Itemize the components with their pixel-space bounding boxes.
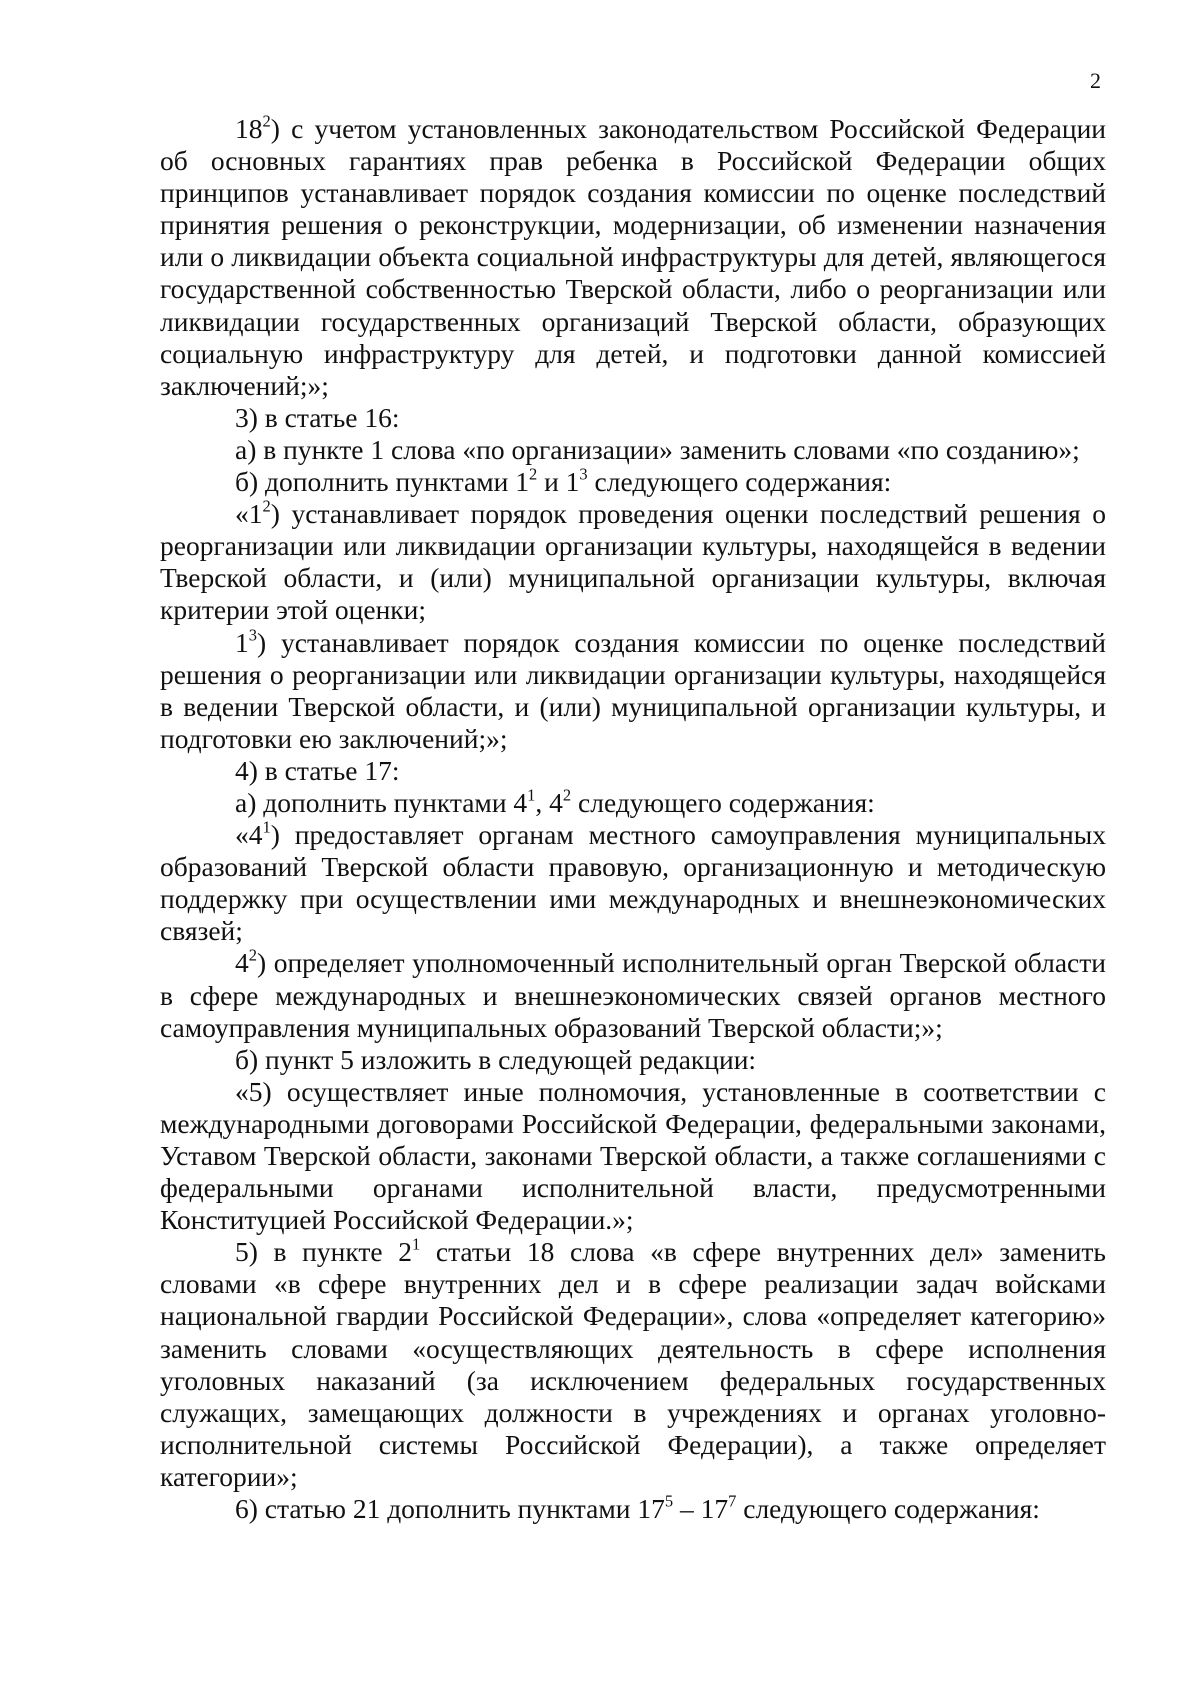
superscript-index: 1 — [527, 785, 536, 805]
paragraph — [160, 624, 1106, 755]
paragraph — [160, 113, 1106, 402]
paragraph-text: «1 — [235, 498, 263, 530]
page-number: 2 — [1090, 68, 1101, 93]
paragraph-text: а) дополнить пунктами 4 — [235, 786, 528, 818]
paragraph — [160, 947, 1106, 1043]
paragraph — [160, 819, 1106, 947]
paragraph-text: следующего содержания: — [587, 466, 892, 498]
superscript-index: 2 — [562, 785, 572, 805]
superscript-index: 1 — [411, 1234, 421, 1254]
superscript-index: 3 — [579, 464, 588, 484]
document-body — [160, 113, 1106, 1525]
superscript-index: 3 — [248, 624, 257, 644]
paragraph — [160, 1493, 1106, 1525]
paragraph-text: «5) осуществляет иные полномочия, установленные в соответствии с международными договорами Российской Федерации, федеральными законами, Уставом Тверской области, законами Тверской области, а также соглашениями с федеральными органами исполнительной власти, предусмотренными Конституцией Российской Федерации.»; — [160, 1075, 1106, 1236]
superscript-index: 1 — [262, 817, 271, 837]
paragraph — [160, 1076, 1106, 1236]
paragraph-text: следующего содержания: — [571, 786, 875, 818]
paragraph — [160, 498, 1106, 626]
superscript-index: 2 — [248, 945, 257, 965]
paragraph-text: ) предоставляет органам местного самоуправления муниципальных образований Тверской области правовую, организационную и методическую поддержку при осуществлении ими международных и внешнеэкономических связей; — [160, 819, 1106, 947]
superscript-index: 2 — [262, 496, 271, 516]
paragraph-text: «4 — [235, 819, 263, 851]
superscript-index: 2 — [528, 464, 538, 484]
paragraph-text: ) определяет уполномоченный исполнительный орган Тверской области в сфере международных и внешнеэкономических связей органов местного самоуправления муниципальных образований Тверской области;»; — [160, 947, 1106, 1043]
paragraph — [160, 402, 1106, 434]
paragraph-text: и 1 — [537, 466, 580, 498]
paragraph-text: 6) статью 21 дополнить пунктами 17 — [235, 1493, 665, 1525]
paragraph-text: 5) в пункте 2 — [235, 1236, 412, 1268]
superscript-index: 7 — [728, 1491, 737, 1511]
paragraph-text: б) пункт 5 изложить в следующей редакции: — [235, 1043, 757, 1075]
paragraph — [160, 466, 1106, 498]
paragraph — [160, 787, 1106, 819]
paragraph-text: , 4 — [535, 786, 563, 818]
paragraph-text: 1 — [235, 626, 249, 658]
paragraph-text: 18 — [235, 113, 263, 144]
paragraph-text: а) в пункте 1 слова «по организации» заменить словами «по созданию»; — [235, 433, 1080, 465]
paragraph-text: 4 — [235, 947, 249, 979]
paragraph-text: ) устанавливает порядок проведения оценки последствий решения о реорганизации или ликвидации организации культуры, находящейся в ведении Тверской области, и (или) муниципальной организации культуры, включая критерии этой оценки; — [160, 498, 1106, 626]
paragraph-text: ) устанавливает порядок создания комиссии по оценке последствий решения о реорганизации или ликвидации организации культуры, находящейся в ведении Тверской области, и (или) муниципальной организации культуры, и подготовки ею заключений;»; — [160, 626, 1106, 754]
paragraph — [160, 755, 1106, 787]
paragraph-text: статьи 18 слова «в сфере внутренних дел» заменить словами «в сфере внутренних дел и в сфере реализации задач войсками национальной гвардии Российской Федерации», слова «определяет категорию» заменить словами «осуществляющих деятельность в сфере исполнения уголовных наказаний (за исключением федеральных государственных служащих, замещающих должности в учреждениях и органах уголовно-исполнительной системы Российской Федерации), а также определяет категории»; — [160, 1236, 1106, 1492]
superscript-index: 5 — [664, 1491, 674, 1511]
paragraph — [160, 1044, 1106, 1076]
paragraph — [160, 434, 1106, 466]
paragraph-text: ) с учетом установленных законодательством Российской Федерации об основных гарантиях прав ребенка в Российской Федерации общих принципов устанавливает порядок создания комиссии по оценке последствий принятия решения о реконструкции, модернизации, об изменении назначения или о ликвидации объекта социальной инфраструктуры для детей, являющегося государственной собственностью Тверской области, либо о реорганизации или ликвидации государственных организаций Тверской области, образующих социальную инфраструктуру для детей, и подготовки данной комиссией заключений;»; — [160, 113, 1106, 401]
superscript-index: 2 — [262, 111, 271, 131]
paragraph-text: б) дополнить пунктами 1 — [235, 466, 529, 498]
paragraph-text: 4) в статье 17: — [235, 754, 400, 786]
paragraph-text: 3) в статье 16: — [235, 401, 400, 433]
paragraph — [160, 1236, 1106, 1493]
paragraph-text: следующего содержания: — [736, 1493, 1040, 1525]
paragraph-text: – 17 — [673, 1493, 729, 1525]
